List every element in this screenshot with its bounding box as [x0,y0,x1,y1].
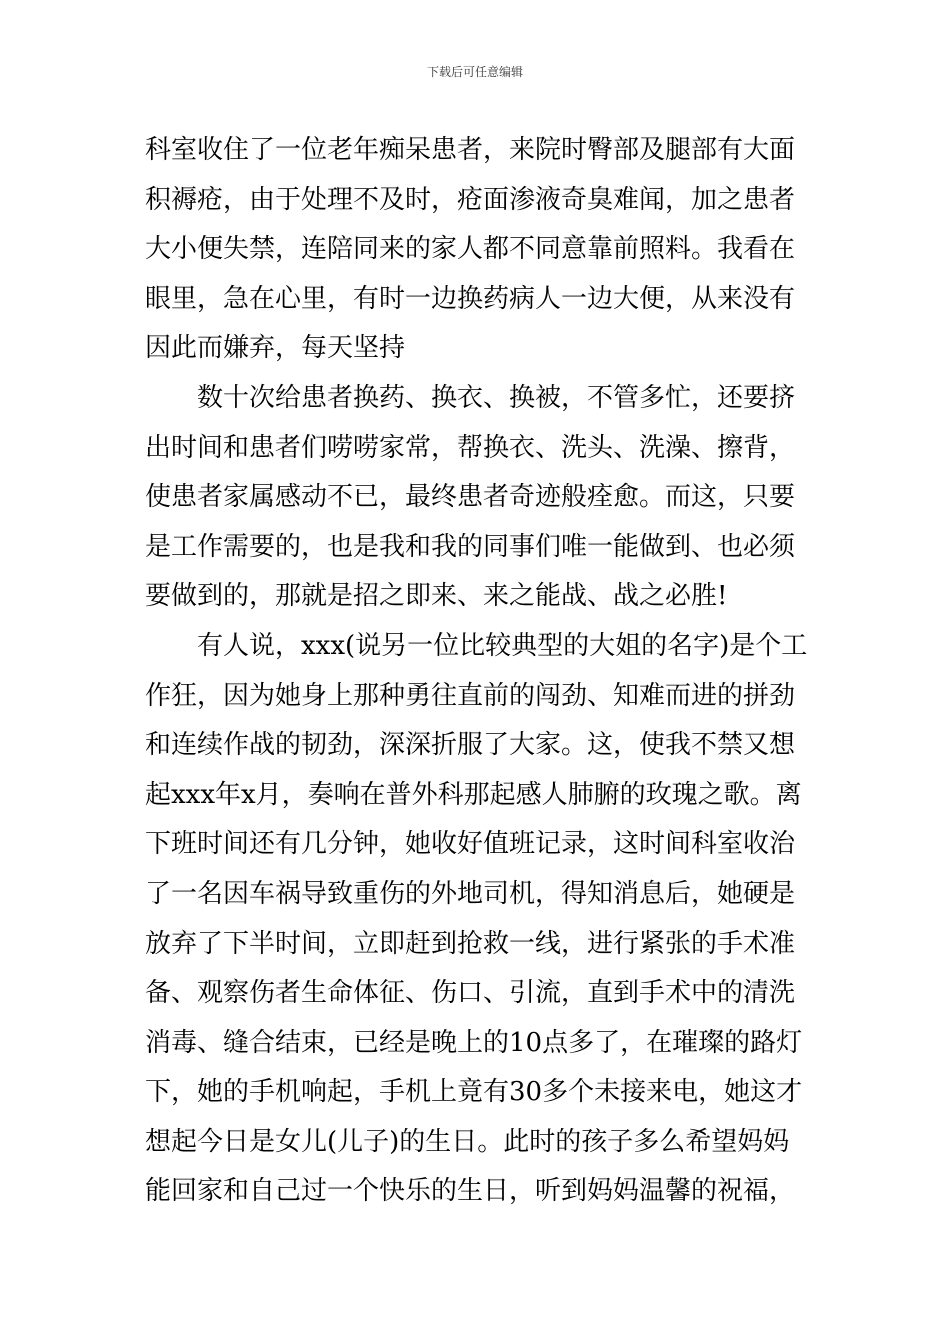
text-line: 出时间和患者们唠唠家常，帮换衣、洗头、洗澡、擦背， [145,432,796,463]
text-line: 想起今日是女儿(儿子)的生日。此时的孩子多么希望妈妈 [145,1126,790,1157]
text-line: 下班时间还有几分钟，她收好值班记录，这时间科室收治 [145,829,796,860]
text-line: 数十次给患者换药、换衣、换被，不管多忙，还要挤 [197,382,796,413]
paragraph-1 [145,126,815,374]
text-line: 眼里，急在心里，有时一边换药病人一边大便，从来没有 [145,283,796,314]
text-line: 要做到的，那就是招之即来、来之能战、战之必胜! [145,581,728,612]
text-line: 积褥疮，由于处理不及时，疮面渗液奇臭难闻，加之患者 [145,184,796,215]
text-line: 大小便失禁，连陪同来的家人都不同意靠前照料。我看在 [145,234,796,265]
text-line: 下，她的手机响起，手机上竟有30多个未接来电，她这才 [145,1077,803,1108]
text-line: 起xxx年x月，奏响在普外科那起感人肺腑的玫瑰之歌。离 [145,779,802,810]
text-line: 能回家和自己过一个快乐的生日，听到妈妈温馨的祝福， [145,1176,796,1207]
paragraph-3 [145,622,815,1217]
text-line: 作狂，因为她身上那种勇往直前的闯劲、知难而进的拼劲 [145,680,796,711]
document-body [145,126,815,1217]
text-line: 有人说，xxx(说另一位比较典型的大姐的名字)是个工 [197,630,808,661]
text-line: 是工作需要的，也是我和我的同事们唯一能做到、也必须 [145,531,796,562]
paragraph-2 [145,374,815,622]
text-line: 备、观察伤者生命体征、伤口、引流，直到手术中的清洗 [145,978,796,1009]
text-line: 了一名因车祸导致重伤的外地司机，得知消息后，她硬是 [145,878,796,909]
page-header: 下载后可任意编辑 [426,65,523,79]
text-line: 因此而嫌弃，每天坚持 [145,333,406,364]
text-line: 和连续作战的韧劲，深深折服了大家。这，使我不禁又想 [145,730,796,761]
text-line: 消毒、缝合结束，已经是晚上的10点多了，在璀璨的路灯 [145,1027,803,1058]
text-line: 科室收住了一位老年痴呆患者，来院时臀部及腿部有大面 [145,135,796,165]
text-line: 放弃了下半时间，立即赶到抢救一线，进行紧张的手术准 [145,928,796,959]
text-line: 使患者家属感动不已，最终患者奇迹般痊愈。而这，只要 [145,482,796,513]
